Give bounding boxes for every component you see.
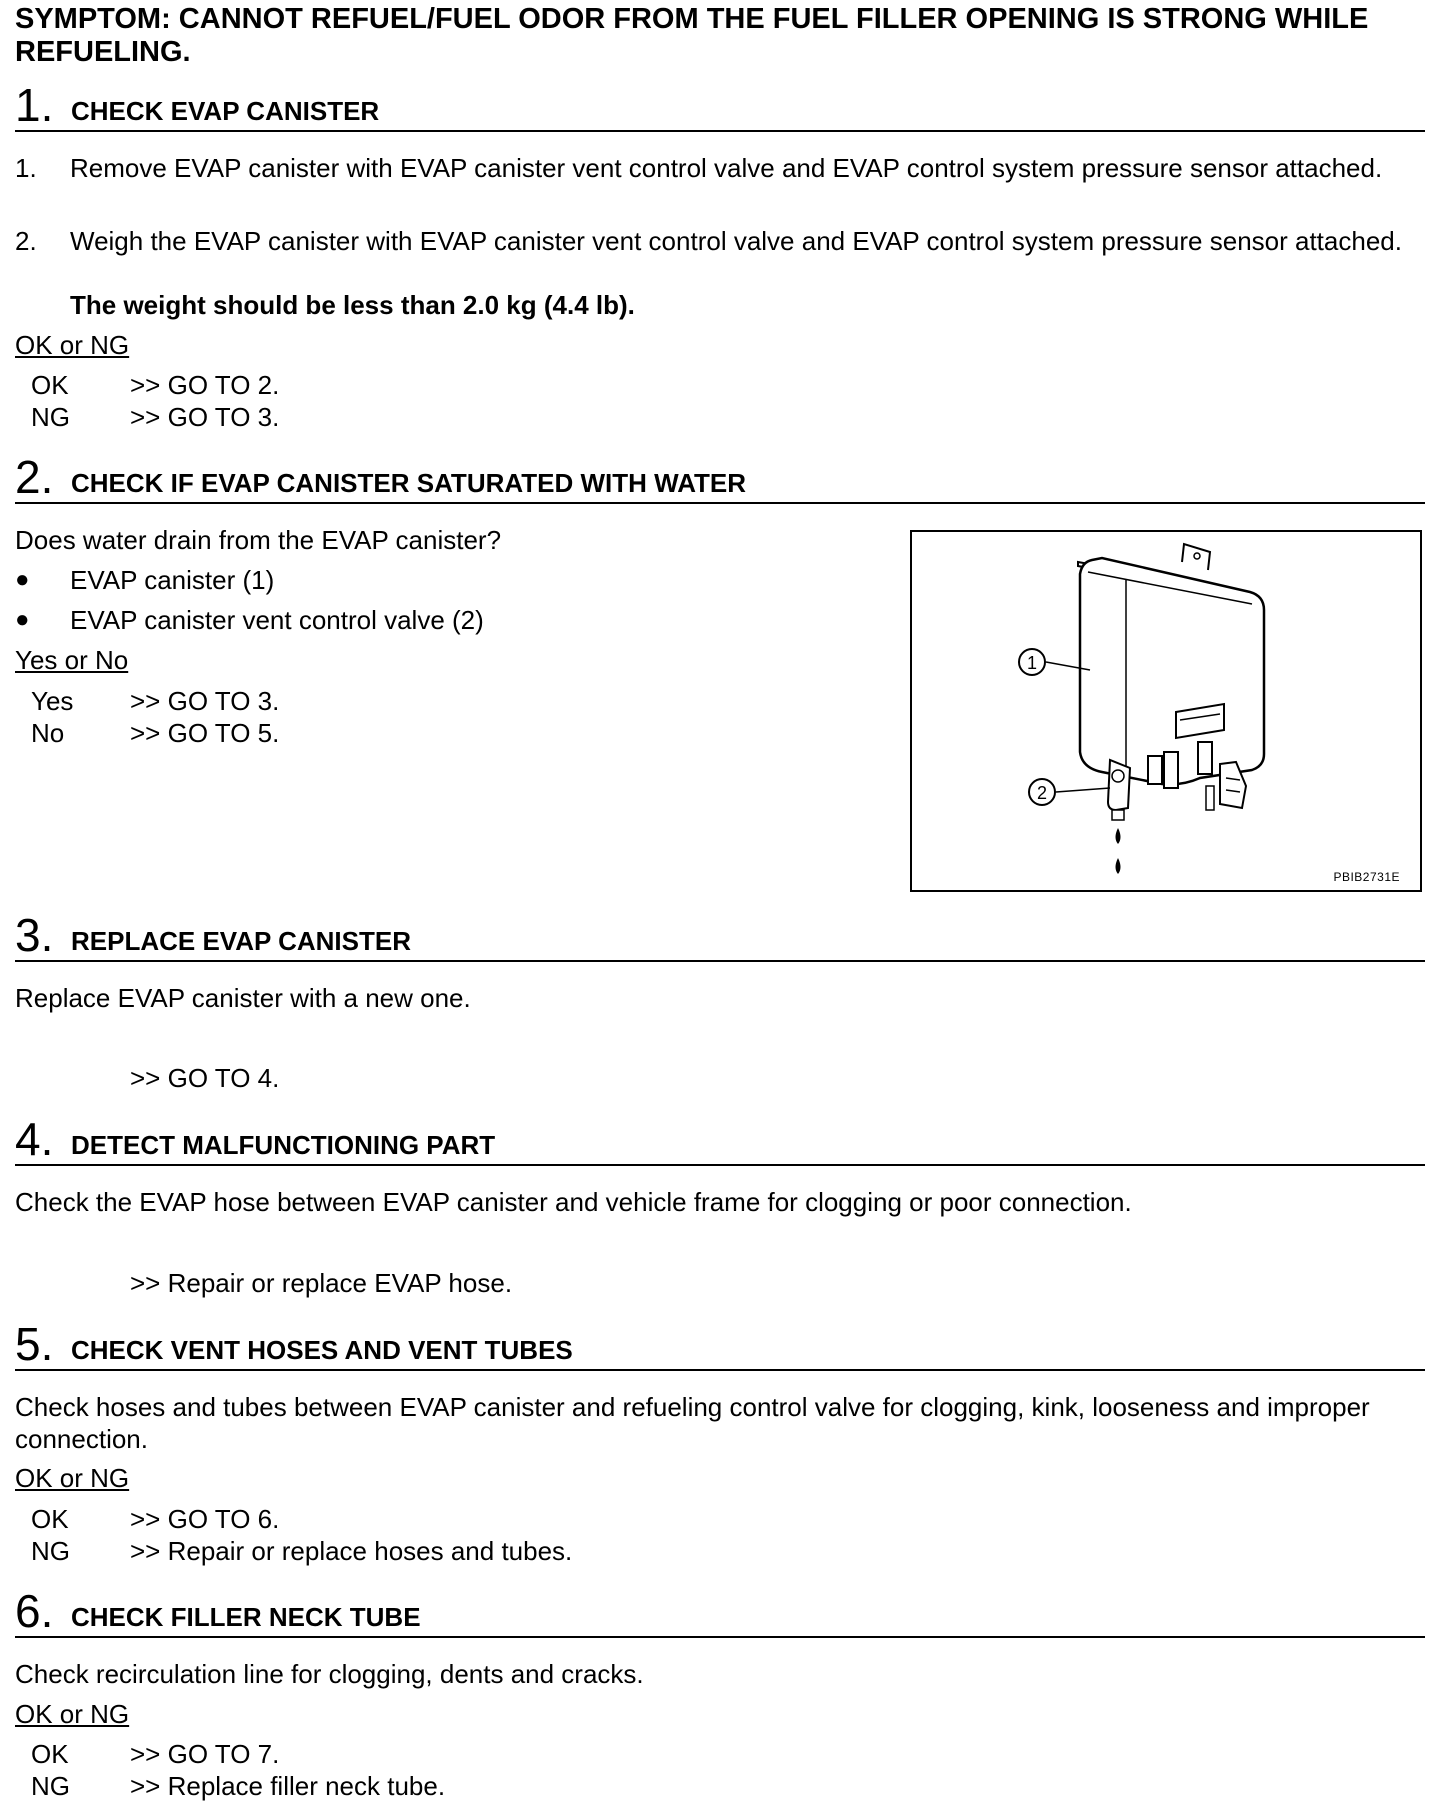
evap-canister-figure bbox=[910, 530, 1422, 892]
step-2-header bbox=[15, 452, 1425, 504]
step-2-bullet-1-dot: ● bbox=[15, 566, 30, 593]
step-3-text: Replace EVAP canister with a new one. bbox=[15, 983, 471, 1013]
step-2-bullet-2-text: EVAP canister vent control valve (2) bbox=[70, 605, 484, 635]
step-2-result-no-label: No bbox=[31, 718, 65, 748]
evap-canister-illustration bbox=[912, 532, 1420, 890]
figure-code: PBIB2731E bbox=[1333, 870, 1400, 884]
step-6-result-heading: OK or NG bbox=[15, 1699, 130, 1729]
step-2-result-yes-label: Yes bbox=[31, 686, 74, 716]
step-6-header bbox=[15, 1586, 1425, 1638]
step-1-result-ok-label: OK bbox=[31, 370, 69, 400]
step-5-text: Check hoses and tubes between EVAP canister and refueling control valve for clogging, kink, looseness and improper connection. bbox=[15, 1392, 1370, 1454]
step-3-header bbox=[15, 910, 1425, 962]
callout-2-number: 2 bbox=[1036, 783, 1048, 803]
step-5-result-ok-label: OK bbox=[31, 1504, 69, 1534]
step-5-result-ng-action: >> Repair or replace hoses and tubes. bbox=[130, 1536, 573, 1566]
step-1-item-2-text: Weigh the EVAP canister with EVAP canister vent control valve and EVAP control system pressure sensor attached. bbox=[70, 226, 1402, 256]
step-3-title: REPLACE EVAP CANISTER bbox=[71, 926, 411, 956]
step-4-header bbox=[15, 1114, 1425, 1166]
step-5-header bbox=[15, 1319, 1425, 1371]
step-2-result-yes-action: >> GO TO 3. bbox=[130, 686, 280, 716]
step-2-bullet-1-text: EVAP canister (1) bbox=[70, 565, 275, 595]
step-5-number: 5. bbox=[15, 1318, 54, 1370]
step-5-result-ng-label: NG bbox=[31, 1536, 70, 1566]
step-1-result-ng-action: >> GO TO 3. bbox=[130, 402, 280, 432]
step-2-result-no-action: >> GO TO 5. bbox=[130, 718, 280, 748]
step-5-title: CHECK VENT HOSES AND VENT TUBES bbox=[71, 1335, 573, 1365]
step-6-result-ok-action: >> GO TO 7. bbox=[130, 1739, 280, 1769]
symptom-title: SYMPTOM: CANNOT REFUEL/FUEL ODOR FROM THE FUEL FILLER OPENING IS STRONG WHILE REFUELING. bbox=[15, 3, 1369, 68]
step-2-number: 2. bbox=[15, 451, 54, 503]
step-4-number: 4. bbox=[15, 1113, 54, 1165]
step-1-weight-spec: The weight should be less than 2.0 kg (4.4 lb). bbox=[70, 290, 635, 320]
step-1-result-heading: OK or NG bbox=[15, 330, 130, 360]
step-6-result-ng-action: >> Replace filler neck tube. bbox=[130, 1771, 446, 1801]
step-1-number: 1. bbox=[15, 79, 54, 131]
step-6-text: Check recirculation line for clogging, dents and cracks. bbox=[15, 1659, 644, 1689]
step-6-number: 6. bbox=[15, 1585, 54, 1637]
step-4-text: Check the EVAP hose between EVAP canister and vehicle frame for clogging or poor connection. bbox=[15, 1187, 1132, 1217]
step-6-title: CHECK FILLER NECK TUBE bbox=[71, 1602, 421, 1632]
step-1-item-2-number: 2. bbox=[15, 226, 37, 256]
step-1-result-ok-action: >> GO TO 2. bbox=[130, 370, 280, 400]
step-2-result-heading: Yes or No bbox=[15, 645, 129, 675]
step-2-bullet-2-dot: ● bbox=[15, 606, 30, 633]
step-2-title: CHECK IF EVAP CANISTER SATURATED WITH WATER bbox=[71, 468, 747, 498]
step-2-question: Does water drain from the EVAP canister? bbox=[15, 525, 502, 555]
step-3-number: 3. bbox=[15, 909, 54, 961]
step-3-action: >> GO TO 4. bbox=[130, 1063, 280, 1093]
step-4-action: >> Repair or replace EVAP hose. bbox=[130, 1268, 513, 1298]
step-1-title: CHECK EVAP CANISTER bbox=[71, 96, 380, 126]
step-6-result-ok-label: OK bbox=[31, 1739, 69, 1769]
step-6-result-ng-label: NG bbox=[31, 1771, 70, 1801]
step-5-result-heading: OK or NG bbox=[15, 1463, 130, 1493]
step-1-header bbox=[15, 80, 1425, 132]
callout-1-number: 1 bbox=[1026, 653, 1038, 673]
step-1-item-1-text: Remove EVAP canister with EVAP canister vent control valve and EVAP control system pressure sensor attached. bbox=[70, 153, 1383, 183]
step-1-result-ng-label: NG bbox=[31, 402, 70, 432]
step-1-item-1-number: 1. bbox=[15, 153, 37, 183]
step-4-title: DETECT MALFUNCTIONING PART bbox=[71, 1130, 496, 1160]
step-5-result-ok-action: >> GO TO 6. bbox=[130, 1504, 280, 1534]
